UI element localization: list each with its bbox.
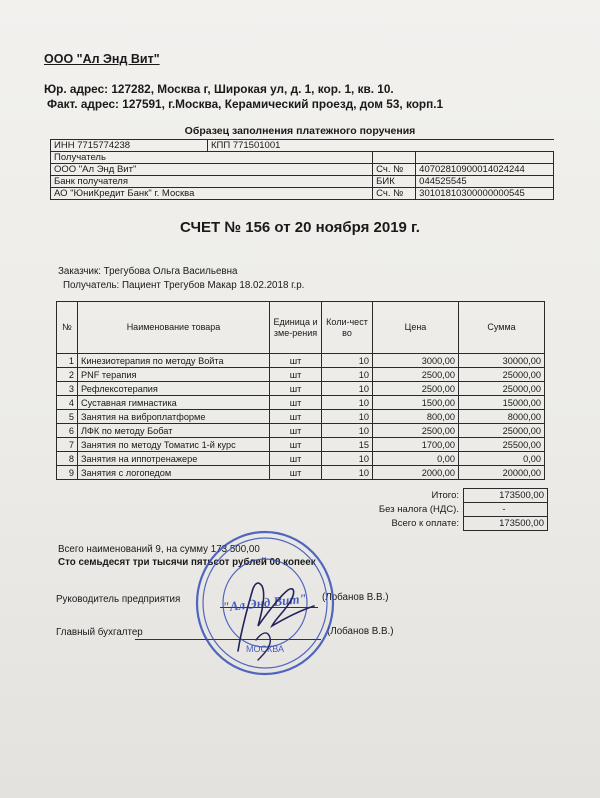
due-row: [319, 517, 548, 531]
account-cell: 40702810900014024244: [416, 164, 554, 176]
cell-sum: 30000,00: [459, 354, 545, 368]
recipient-name-cell: ООО "Ал Энд Вит": [51, 164, 373, 176]
col-unit-header: Единица изме-рения: [270, 302, 322, 354]
cell-num: 2: [57, 368, 78, 382]
items-count-line: Всего наименований 9, на сумму 173 500,00: [58, 544, 260, 555]
table-row: [57, 438, 545, 452]
table-row: [57, 368, 545, 382]
cell-sum: 25000,00: [459, 424, 545, 438]
col-price-header: Цена: [373, 302, 459, 354]
signature-stroke-main: [238, 583, 314, 651]
cell-qty: 10: [322, 368, 373, 382]
cell-price: 800,00: [373, 410, 459, 424]
col-sum-header: Сумма: [459, 302, 545, 354]
cell-unit: шт: [270, 466, 322, 480]
goods-body: [57, 354, 545, 480]
cell-price: 1500,00: [373, 396, 459, 410]
table-row: [57, 354, 545, 368]
cell-num: 3: [57, 382, 78, 396]
cell-sum: 25000,00: [459, 382, 545, 396]
table-row: [57, 410, 545, 424]
cell-num: 9: [57, 466, 78, 480]
col-name-header: Наименование товара: [78, 302, 270, 354]
cell-name: PNF терапия: [78, 368, 270, 382]
cell-unit: шт: [270, 424, 322, 438]
bik-cell: 044525545: [416, 176, 554, 188]
invoice-title: СЧЕТ № 156 от 20 ноября 2019 г.: [180, 219, 420, 236]
account-label-cell: Сч. №: [373, 164, 416, 176]
cell-price: 2500,00: [373, 424, 459, 438]
corr-account-cell: 30101810300000000545: [416, 188, 554, 200]
cell-name: Занятия на виброплатформе: [78, 410, 270, 424]
kpp-value: КПП 771501001: [211, 140, 281, 151]
total-row: [319, 489, 548, 503]
cell-sum: 25500,00: [459, 438, 545, 452]
vat-value: -: [464, 503, 548, 517]
corr-label-cell: Сч. №: [373, 188, 416, 200]
bank-label-cell: Банк получателя: [51, 176, 373, 188]
head-signature-label: Руководитель предприятия: [56, 594, 181, 605]
payment-sample-title: Образец заполнения платежного поручения: [184, 125, 416, 137]
accountant-name: (Лобанов В.В.): [327, 626, 394, 637]
table-row: [57, 452, 545, 466]
cell-qty: 10: [322, 382, 373, 396]
empty-cell: [416, 152, 554, 164]
cell-qty: 15: [322, 438, 373, 452]
cell-price: 1700,00: [373, 438, 459, 452]
goods-header-row: [57, 302, 545, 354]
cell-name: Суставная гимнастика: [78, 396, 270, 410]
bank-details-table: [50, 139, 554, 200]
company-name: ООО "Ал Энд Вит": [44, 52, 160, 66]
amount-in-words: Сто семьдесят три тысячи пятьсот рублей 00 копеек: [58, 557, 316, 568]
cell-sum: 15000,00: [459, 396, 545, 410]
cell-num: 4: [57, 396, 78, 410]
recipient-label-cell: Получатель: [51, 152, 373, 164]
total-label: Итого:: [431, 490, 459, 501]
cell-qty: 10: [322, 466, 373, 480]
col-num-header: №: [57, 302, 78, 354]
table-row: [57, 466, 545, 480]
cell-name: Кинезиотерапия по методу Войта: [78, 354, 270, 368]
accountant-signature-label: Главный бухгалтер: [56, 627, 143, 638]
cell-name: ЛФК по методу Бобат: [78, 424, 270, 438]
cell-name: Занятия с логопедом: [78, 466, 270, 480]
cell-unit: шт: [270, 354, 322, 368]
cell-price: 2500,00: [373, 368, 459, 382]
handwritten-signature-icon: [218, 556, 333, 666]
cell-price: 2500,00: [373, 382, 459, 396]
cell-price: 0,00: [373, 452, 459, 466]
vat-row: [319, 503, 548, 517]
due-value: 173500,00: [464, 517, 548, 531]
cell-sum: 0,00: [459, 452, 545, 466]
cell-name: Рефлексотерапия: [78, 382, 270, 396]
col-qty-header: Коли-чество: [322, 302, 373, 354]
totals-table: [319, 488, 548, 531]
cell-unit: шт: [270, 452, 322, 466]
stamp-center-text: "Ал Энд Вит": [221, 590, 308, 615]
cell-unit: шт: [270, 410, 322, 424]
cell-num: 6: [57, 424, 78, 438]
total-value: 173500,00: [464, 489, 548, 503]
table-row: [57, 396, 545, 410]
stamp-bottom-text: МОСКВА: [246, 644, 284, 654]
cell-unit: шт: [270, 438, 322, 452]
table-row: [57, 424, 545, 438]
cell-unit: шт: [270, 368, 322, 382]
table-row: [57, 382, 545, 396]
recipient-line: Получатель: Пациент Трегубов Макар 18.02.2018 г.р.: [63, 280, 305, 291]
due-label: Всего к оплате:: [391, 518, 459, 529]
empty-cell: [373, 152, 416, 164]
legal-address: Юр. адрес: 127282, Москва г, Широкая ул, д. 1, кор. 1, кв. 10.: [44, 82, 394, 96]
customer-line: Заказчик: Трегубова Ольга Васильевна: [58, 266, 238, 277]
cell-qty: 10: [322, 410, 373, 424]
cell-price: 2000,00: [373, 466, 459, 480]
cell-qty: 10: [322, 396, 373, 410]
cell-num: 5: [57, 410, 78, 424]
cell-sum: 8000,00: [459, 410, 545, 424]
vat-label: Без налога (НДС).: [378, 504, 459, 515]
cell-name: Занятия по методу Томатис 1-й курс: [78, 438, 270, 452]
cell-name: Занятия на иппотренажере: [78, 452, 270, 466]
cell-unit: шт: [270, 396, 322, 410]
inn-cell: ИНН 7715774238: [51, 140, 208, 152]
cell-sum: 20000,00: [459, 466, 545, 480]
bik-label-cell: БИК: [373, 176, 416, 188]
cell-qty: 10: [322, 424, 373, 438]
goods-table: [56, 301, 545, 480]
cell-num: 7: [57, 438, 78, 452]
cell-qty: 10: [322, 452, 373, 466]
cell-price: 3000,00: [373, 354, 459, 368]
kpp-cell: [208, 140, 554, 152]
head-name: (Лобанов В.В.): [322, 592, 389, 603]
cell-num: 8: [57, 452, 78, 466]
signature-stroke-lower: [256, 633, 270, 660]
actual-address: Факт. адрес: 127591, г.Москва, Керамический проезд, дом 53, корп.1: [47, 97, 444, 111]
cell-sum: 25000,00: [459, 368, 545, 382]
cell-unit: шт: [270, 382, 322, 396]
cell-qty: 10: [322, 354, 373, 368]
bank-name-cell: АО "ЮниКредит Банк" г. Москва: [51, 188, 373, 200]
cell-num: 1: [57, 354, 78, 368]
